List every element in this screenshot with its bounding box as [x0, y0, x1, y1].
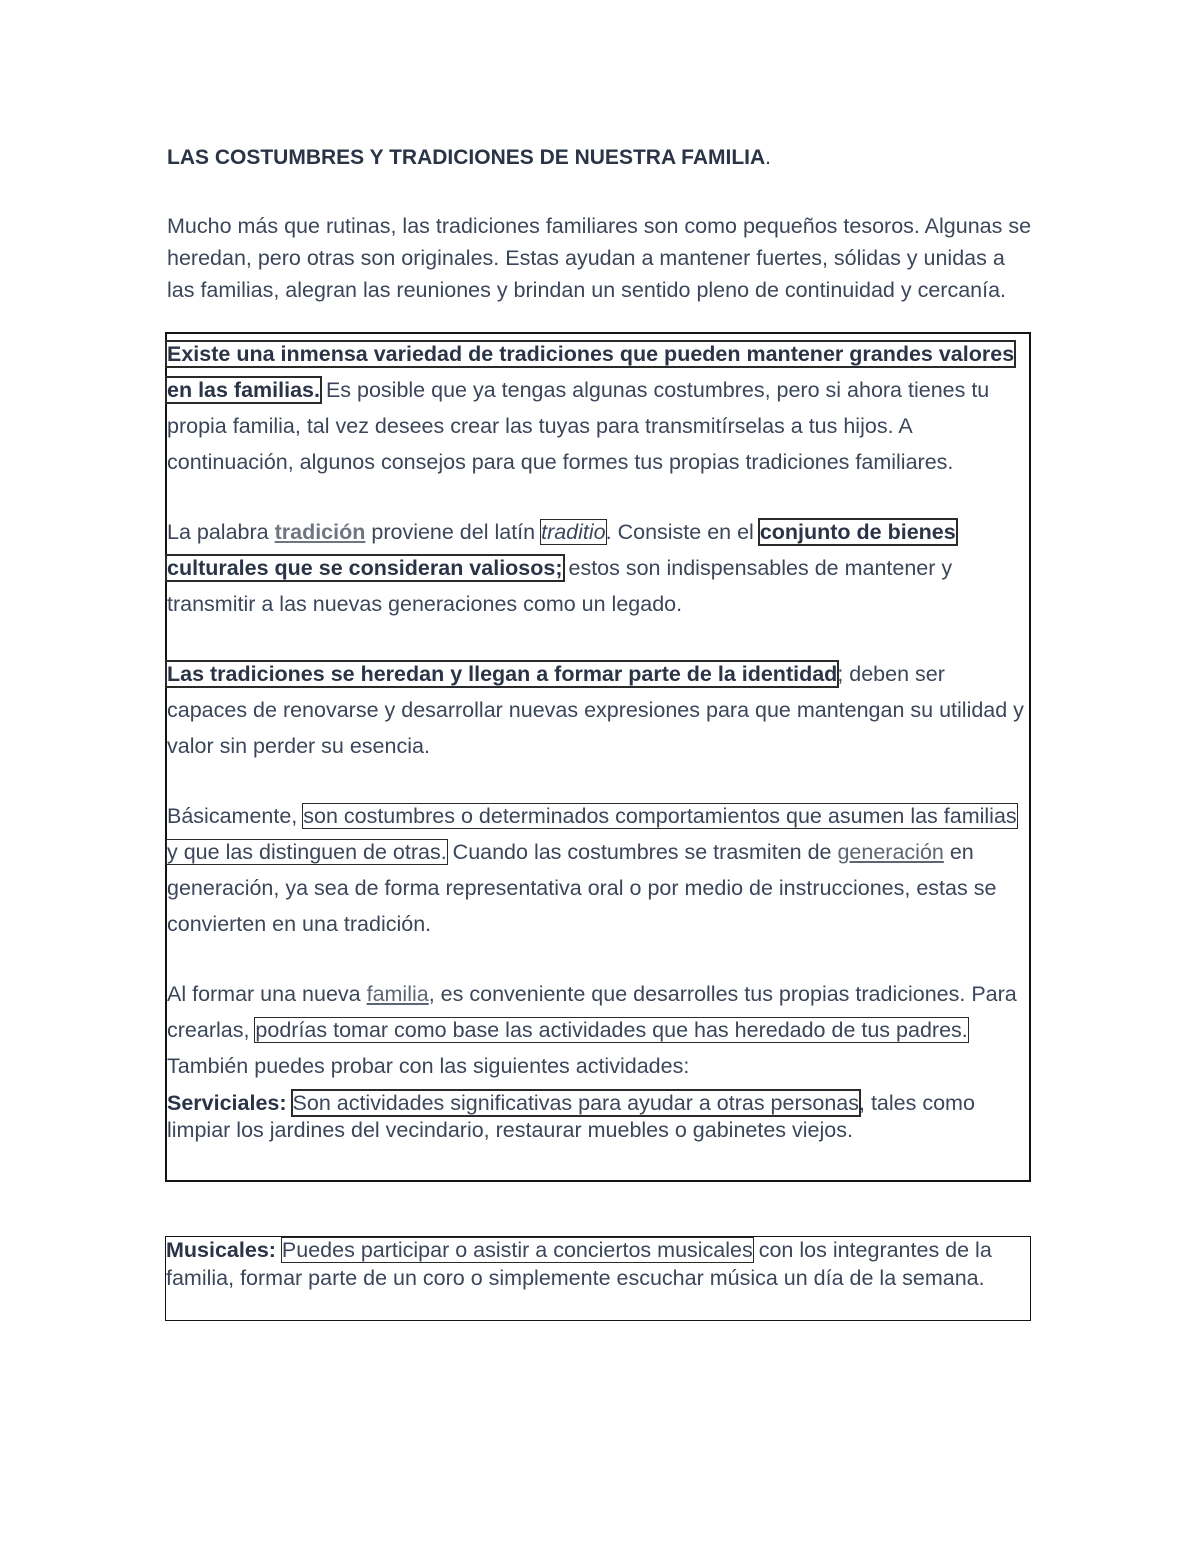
document-title: [167, 146, 771, 170]
musicales-box: [165, 1236, 1031, 1321]
text-variedad: Es posible que ya tengas algunas costumbres, pero si ahora tienes tu propia familia, tal vez desees crear las tuyas para transmitírselas a tus hijos. A continuación, algunos consejos para que formes tus propias tradiciones familiares.: [167, 378, 990, 474]
label-serviciales: Serviciales:: [167, 1091, 287, 1115]
paragraph-nueva-familia: [167, 976, 1029, 1084]
title-text: LAS COSTUMBRES Y TRADICIONES DE NUESTRA FAMILIA: [167, 146, 766, 169]
title-period: .: [765, 146, 771, 169]
link-generacion[interactable]: generación: [837, 840, 944, 864]
text-musicales: con los integrantes de la familia, formar parte de un coro o simplemente escuchar música un día de la semana.: [166, 1238, 992, 1290]
text-palabra-pre: La palabra: [167, 520, 275, 544]
text-basicamente-pre: Básicamente,: [167, 804, 304, 828]
paragraph-variedad: [167, 336, 1029, 480]
text-palabra-mid1: proviene del latín: [365, 520, 542, 544]
highlight-musicales: Puedes participar o asistir a conciertos musicales: [281, 1238, 753, 1262]
highlight-variedad: Existe una inmensa variedad de tradiciones que pueden mantener grandes valores en las familias.: [167, 342, 1015, 402]
text-basicamente-rest: en generación, ya sea de forma representativa oral o por medio de instrucciones, estas se convierten en una tradición.: [167, 840, 997, 936]
text-basicamente-mid: Cuando las costumbres se trasmiten de: [446, 840, 838, 864]
paragraph-musicales: [166, 1237, 1030, 1292]
space-serviciales: [287, 1091, 293, 1115]
text-palabra-mid2: . Consiste en el: [605, 520, 760, 544]
text-familia-pre: Al formar una nueva: [167, 982, 367, 1006]
label-musicales: Musicales:: [166, 1238, 276, 1262]
paragraph-identidad: [167, 656, 1029, 764]
paragraph-basicamente: [167, 798, 1029, 942]
text-identidad: ; deben ser capaces de renovarse y desarrollar nuevas expresiones para que mantengan su utilidad y valor sin perder su esencia.: [167, 662, 1024, 758]
paragraph-palabra-tradicion: [167, 514, 1029, 622]
link-tradicion[interactable]: tradición: [274, 520, 366, 544]
latin-term: traditio: [541, 520, 606, 544]
text-familia-mid: , es conveniente que desarrolles tus propias tradiciones. Para crearlas,: [167, 982, 1017, 1042]
tradiciones-box: [165, 332, 1031, 1182]
highlight-identidad: Las tradiciones se heredan y llegan a formar parte de la identidad: [167, 662, 838, 686]
paragraph-serviciales: [167, 1090, 1029, 1144]
link-familia[interactable]: familia: [366, 982, 429, 1006]
highlight-serviciales: Son actividades significativas para ayudar a otras personas: [292, 1091, 860, 1115]
text-familia-rest: También puedes probar con las siguientes actividades:: [167, 1054, 690, 1078]
highlight-conjunto: conjunto de bienes culturales que se consideran valiosos;: [167, 520, 956, 580]
text-palabra-rest: estos son indispensables de mantener y transmitir a las nuevas generaciones como un legado.: [167, 556, 953, 616]
highlight-costumbres: son costumbres o determinados comportamientos que asumen las familias y que las distinguen de otras.: [167, 804, 1017, 864]
highlight-padres: podrías tomar como base las actividades que has heredado de tus padres.: [255, 1018, 968, 1042]
intro-paragraph: Mucho más que rutinas, las tradiciones familiares son como pequeños tesoros. Algunas se heredan, pero otras son originales. Estas ayudan a mantener fuertes, sólidas y unidas a las familias, alegran las reuniones y brindan un sentido pleno de continuidad y cercanía.: [167, 214, 1032, 302]
text-serviciales: , tales como limpiar los jardines del vecindario, restaurar muebles o gabinetes viejos.: [167, 1091, 975, 1142]
